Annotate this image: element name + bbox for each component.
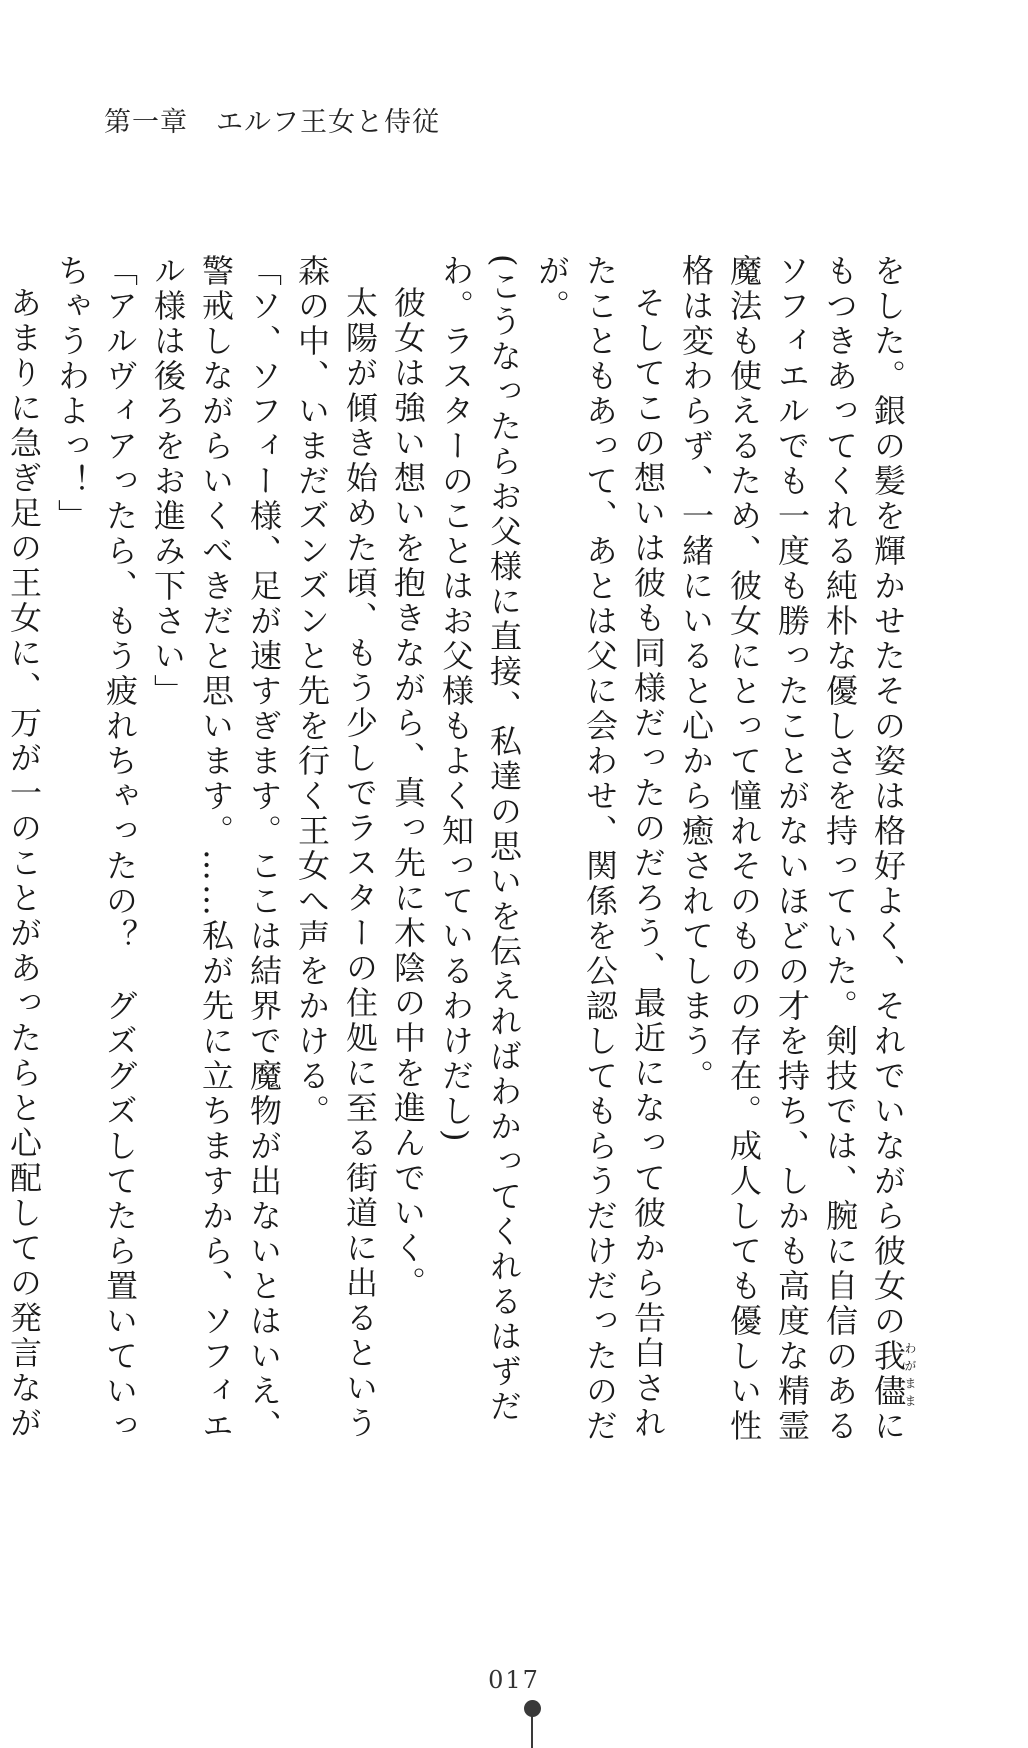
paragraph: (こうなったらお父様に直接、私達の思いを伝えればわかってくれるはずだわ。ラスターのことはお父様もよく知っているわけだし)	[437, 254, 523, 1425]
paragraph: 「アルヴィアったら、もう疲れちゃったの？ グズグズしてたら置いていっちゃうわよっ！」	[53, 254, 139, 1444]
paragraph: 太陽が傾き始めた頃、もう少しでラスターの住処に至る街道に出るという森の中、いまだズンズンと先を行く王女へ声をかける。	[293, 254, 379, 1441]
page-number: 017	[488, 1666, 540, 1694]
paragraph: そしてこの想いは彼も同様だったのだろう、最近になって彼から告白されたこともあって、あとは父に会わせ、関係を公認してもらうだけだったのだが。	[533, 254, 667, 1444]
ruby-reading: わがまま	[903, 1339, 917, 1409]
ruby-base: 我儘	[869, 1339, 907, 1409]
paragraph: あまりに急ぎ足の王女に、万が一のことがあったらと心配しての発言なが	[5, 286, 43, 1441]
paragraph: 彼女は強い想いを抱きながら、真っ先に木陰の中を進んでいく。	[389, 286, 427, 1301]
page-marker	[0, 1700, 1028, 1748]
page-marker-stem	[531, 1714, 533, 1748]
paragraph-text: にもつきあってくれる純朴な優しさを持っていた。剣技では、腕に自信のあるソフィエルでも一度も勝ったことがないほどの才を持ち、しかも高度な精霊魔法も使えるため、彼女にとって憧れそのものの存在。成人しても優しい性格は変わらず、一緒にいると心から癒されてしまう。	[677, 254, 907, 1444]
ruby-annotation	[869, 1339, 917, 1409]
paragraph-text: をした。銀の髪を輝かせたその姿は格好よく、それでいながら彼女の	[869, 254, 907, 1339]
body-text	[5, 254, 917, 1454]
paragraph: 「ソ、ソフィー様、足が速すぎます。ここは結界で魔物が出ないとはいえ、警戒しながらいくべきだと思います。……私が先に立ちますから、ソフィエル様は後ろをお進み下さい」	[149, 254, 283, 1444]
paragraph	[672, 254, 916, 1454]
chapter-header: 第一章 エルフ王女と侍従	[104, 107, 440, 138]
